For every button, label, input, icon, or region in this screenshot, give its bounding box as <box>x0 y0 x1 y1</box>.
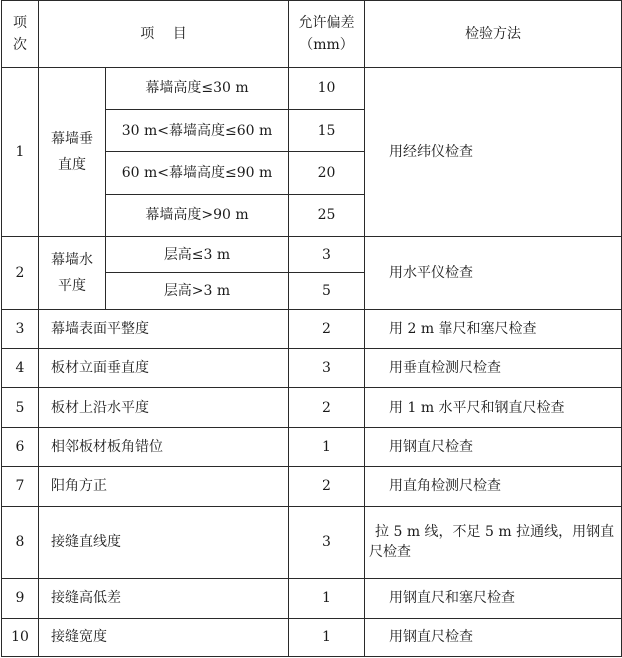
method-cell: 用钢直尺和塞尺检查 <box>365 579 622 618</box>
condition-cell: 30 m<幕墙高度≤60 m <box>106 109 289 151</box>
row-index: 2 <box>2 237 39 310</box>
header-index <box>2 1 39 68</box>
group-item-name-line1: 幕墙水 <box>51 251 93 268</box>
item-cell: 板材立面垂直度 <box>39 349 289 388</box>
row-index: 1 <box>2 67 39 237</box>
header-index-top: 项 <box>13 14 27 31</box>
header-item: 项 目 <box>39 1 289 68</box>
method-cell: 用水平仪检查 <box>365 237 622 310</box>
method-cell: 用钢直尺检查 <box>365 427 622 466</box>
method-cell: 拉 5 m 线，不足 5 m 拉通线，用钢直尺检查 <box>365 506 622 579</box>
row-index: 8 <box>2 506 39 579</box>
method-cell: 用经纬仪检查 <box>365 67 622 237</box>
condition-cell: 层高≤3 m <box>106 237 289 273</box>
condition-cell: 幕墙高度>90 m <box>106 194 289 236</box>
table-row <box>2 467 622 506</box>
tolerance-cell: 1 <box>289 579 365 618</box>
header-method: 检验方法 <box>365 1 622 68</box>
table-row <box>2 349 622 388</box>
row-index: 5 <box>2 388 39 427</box>
tolerance-cell: 3 <box>289 237 365 273</box>
tolerance-cell: 2 <box>289 467 365 506</box>
method-cell: 用直角检测尺检查 <box>365 467 622 506</box>
table-row <box>2 309 622 348</box>
group-item-name-line1: 幕墙垂 <box>51 130 93 147</box>
table-row <box>2 427 622 466</box>
tolerance-cell: 15 <box>289 109 365 151</box>
table-row <box>2 506 622 579</box>
row-index: 4 <box>2 349 39 388</box>
table-row <box>2 388 622 427</box>
group-item-name <box>39 237 106 310</box>
tolerance-table <box>1 0 622 657</box>
item-cell: 接缝高低差 <box>39 579 289 618</box>
table-row <box>2 579 622 618</box>
item-cell: 阳角方正 <box>39 467 289 506</box>
row-index: 6 <box>2 427 39 466</box>
tolerance-cell: 2 <box>289 309 365 348</box>
item-cell: 相邻板材板角错位 <box>39 427 289 466</box>
condition-cell: 幕墙高度≤30 m <box>106 67 289 109</box>
tolerance-cell: 1 <box>289 618 365 656</box>
item-cell: 板材上沿水平度 <box>39 388 289 427</box>
condition-cell: 60 m<幕墙高度≤90 m <box>106 152 289 194</box>
tolerance-cell: 2 <box>289 388 365 427</box>
group-item-name <box>39 67 106 237</box>
method-cell: 用钢直尺检查 <box>365 618 622 656</box>
table-row <box>2 237 622 273</box>
method-cell: 用 1 m 水平尺和钢直尺检查 <box>365 388 622 427</box>
tolerance-cell: 25 <box>289 194 365 236</box>
tolerance-cell: 5 <box>289 273 365 309</box>
header-row <box>2 1 622 68</box>
method-cell: 用 2 m 靠尺和塞尺检查 <box>365 309 622 348</box>
header-tolerance-line2: （mm） <box>299 36 354 53</box>
group-item-name-line2: 直度 <box>58 156 86 173</box>
item-cell: 幕墙表面平整度 <box>39 309 289 348</box>
item-cell: 接缝宽度 <box>39 618 289 656</box>
tolerance-cell: 3 <box>289 506 365 579</box>
tolerance-cell: 20 <box>289 152 365 194</box>
header-index-bottom: 次 <box>13 36 27 53</box>
table-row <box>2 618 622 656</box>
header-tolerance <box>289 1 365 68</box>
condition-cell: 层高>3 m <box>106 273 289 309</box>
group-item-name-line2: 平度 <box>58 277 86 294</box>
tolerance-cell: 1 <box>289 427 365 466</box>
row-index: 3 <box>2 309 39 348</box>
row-index: 9 <box>2 579 39 618</box>
row-index: 7 <box>2 467 39 506</box>
header-tolerance-line1: 允许偏差 <box>298 14 355 31</box>
method-cell: 用垂直检测尺检查 <box>365 349 622 388</box>
tolerance-cell: 10 <box>289 67 365 109</box>
item-cell: 接缝直线度 <box>39 506 289 579</box>
row-index: 10 <box>2 618 39 656</box>
tolerance-cell: 3 <box>289 349 365 388</box>
table-row <box>2 67 622 109</box>
